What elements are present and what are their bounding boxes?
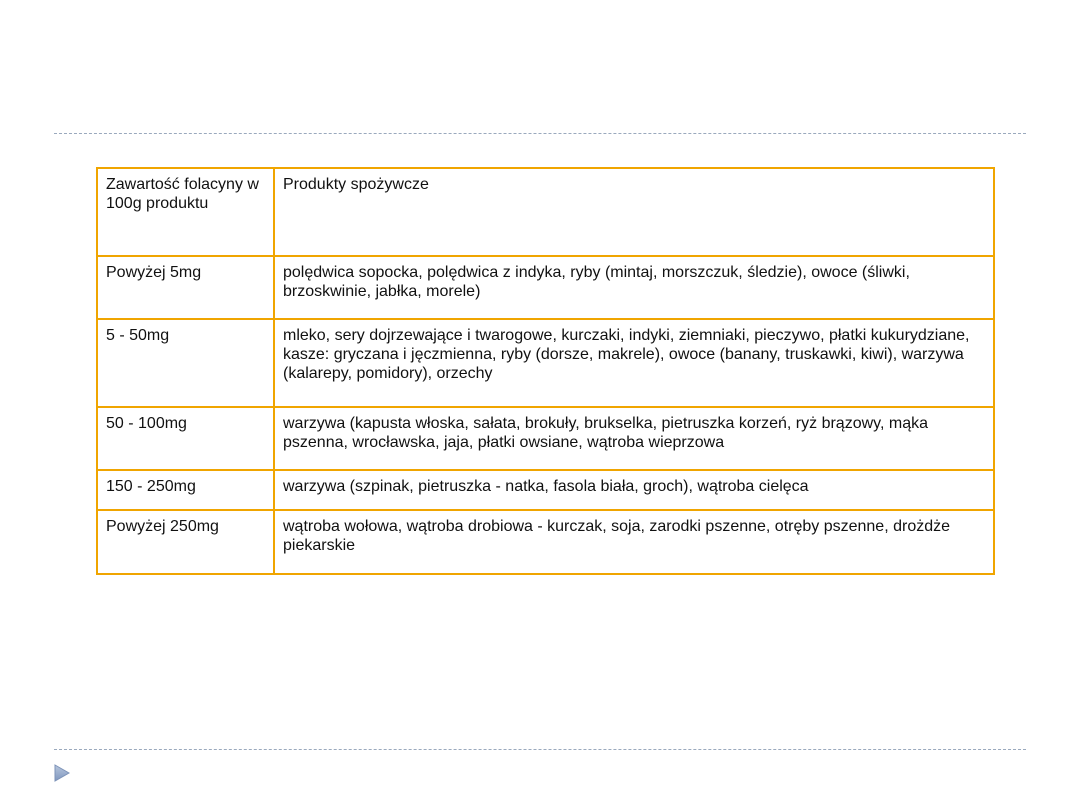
- row-content-cell: 150 - 250mg: [97, 470, 274, 510]
- folate-content-table: [96, 167, 995, 575]
- row-content-cell: 50 - 100mg: [97, 407, 274, 470]
- row-products-cell: warzywa (szpinak, pietruszka - natka, fasola biała, groch), wątroba cielęca: [274, 470, 994, 510]
- header-products-cell: Produkty spożywcze: [274, 168, 994, 256]
- table-header-row: [97, 168, 994, 256]
- row-products-cell: mleko, sery dojrzewające i twarogowe, kurczaki, indyki, ziemniaki, pieczywo, płatki kukurydziane, kasze: gryczana i jęczmienna, ryby (dorsze, makrele), owoce (banany, truskawki, kiwi), warzywa (kalarepy, pomidory), orzechy: [274, 319, 994, 407]
- row-products-cell: polędwica sopocka, polędwica z indyka, ryby (mintaj, morszczuk, śledzie), owoce (śliwki, brzoskwinie, jabłka, morele): [274, 256, 994, 319]
- table-row: [97, 470, 994, 510]
- bottom-divider: [54, 749, 1026, 750]
- triangle-right-icon[interactable]: [54, 764, 70, 782]
- table-row: [97, 407, 994, 470]
- row-products-cell: wątroba wołowa, wątroba drobiowa - kurczak, soja, zarodki pszenne, otręby pszenne, drożdże piekarskie: [274, 510, 994, 574]
- table-row: [97, 319, 994, 407]
- row-products-cell: warzywa (kapusta włoska, sałata, brokuły, brukselka, pietruszka korzeń, ryż brązowy, mąka pszenna, wrocławska, jaja, płatki owsiane, wątroba wieprzowa: [274, 407, 994, 470]
- header-content-cell: Zawartość folacyny w 100g produktu: [97, 168, 274, 256]
- row-content-cell: Powyżej 5mg: [97, 256, 274, 319]
- table-row: [97, 510, 994, 574]
- top-divider: [54, 133, 1026, 134]
- row-content-cell: 5 - 50mg: [97, 319, 274, 407]
- row-content-cell: Powyżej 250mg: [97, 510, 274, 574]
- table-row: [97, 256, 994, 319]
